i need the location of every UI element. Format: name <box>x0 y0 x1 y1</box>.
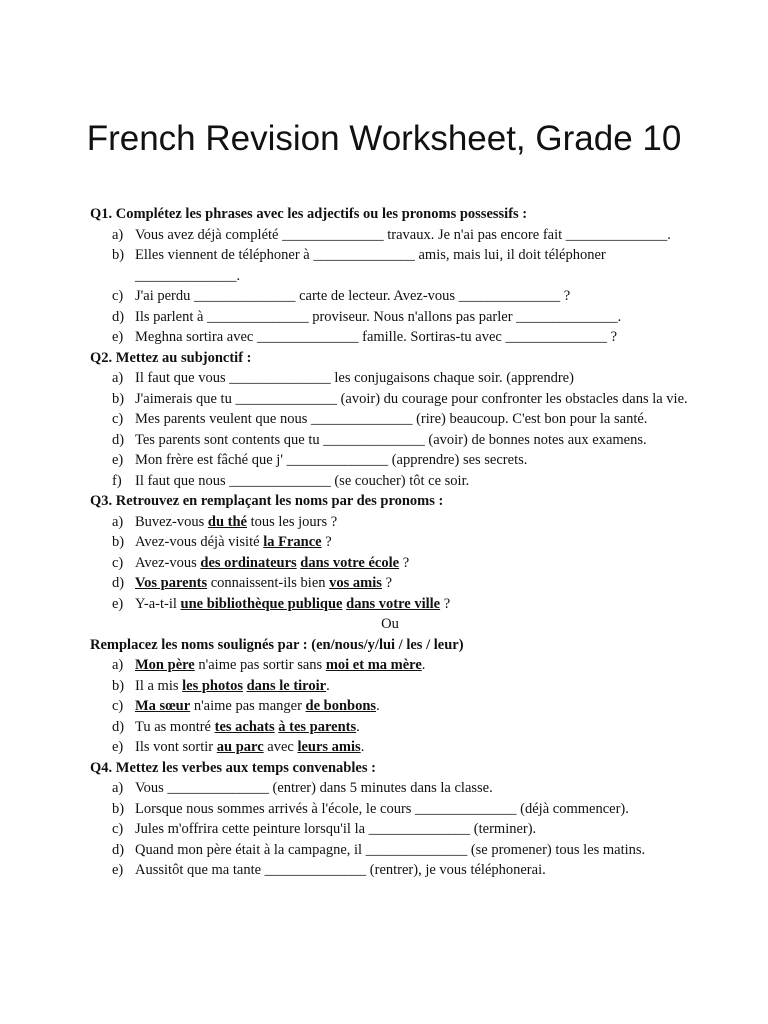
underlined-noun: des ordinateurs <box>200 554 297 571</box>
item-marker: d) <box>112 841 125 858</box>
section-heading: Remplacez les noms soulignés par : (en/nous/y/lui / les / leur) <box>90 636 464 653</box>
or-separator: Ou <box>381 616 399 632</box>
item-marker: d) <box>112 575 125 591</box>
underlined-noun: au parc <box>216 739 264 755</box>
item-marker: c) <box>112 821 124 837</box>
question-item <box>90 307 690 328</box>
question-list <box>90 225 690 348</box>
question-text: Lorsque nous sommes arrivés à l'école, le cours ______________ (déjà commencer). <box>135 800 629 817</box>
question-item <box>90 860 690 881</box>
question-item <box>90 512 690 533</box>
question-text: ? <box>399 554 410 571</box>
item-marker: f) <box>112 472 122 489</box>
item-marker: a) <box>112 226 124 243</box>
question-item <box>90 594 690 615</box>
question-text: Il faut que vous ______________ les conjugaisons chaque soir. (apprendre) <box>135 370 574 386</box>
question-text: Elles viennent de téléphoner à ______________ amis, mais lui, il doit téléphoner ______________. <box>135 247 606 284</box>
item-marker: e) <box>112 452 124 468</box>
item-marker: c) <box>112 698 124 714</box>
question-text: n'aime pas sortir sans <box>194 657 326 673</box>
underlined-noun: leurs amis <box>297 739 361 755</box>
underlined-noun: dans votre école <box>300 554 400 571</box>
question-text: . <box>360 739 365 755</box>
question-item <box>90 471 690 492</box>
item-marker: b) <box>112 247 125 263</box>
item-marker: b) <box>112 800 125 817</box>
question-text: Meghna sortira avec ______________ famille. Sortiras-tu avec ______________ ? <box>135 329 618 345</box>
item-marker: e) <box>112 329 124 345</box>
question-item <box>90 840 690 861</box>
item-marker: b) <box>112 390 125 407</box>
question-item <box>90 389 690 410</box>
question-text: tous les jours ? <box>246 513 338 530</box>
question-text: Jules m'offrira cette peinture lorsqu'il la ______________ (terminer). <box>135 821 537 837</box>
question-text: Y-a-t-il <box>135 595 181 612</box>
question-text: Buvez-vous <box>135 513 208 530</box>
question-item <box>90 286 690 307</box>
question-text: Mon frère est fâché que j' ______________ (apprendre) ses secrets. <box>135 452 528 468</box>
question-text: Avez-vous <box>135 554 201 571</box>
question-text: n'aime pas manger <box>190 698 306 714</box>
question-text: Ils vont sortir <box>135 739 217 755</box>
question-list <box>90 368 690 491</box>
question-item <box>90 573 690 594</box>
item-marker: e) <box>112 595 124 612</box>
question-item <box>90 430 690 451</box>
page-title: French Revision Worksheet, Grade 10 <box>86 119 682 159</box>
question-text: Quand mon père était à la campagne, il ______________ (se promener) tous les matins. <box>135 841 646 858</box>
question-item <box>90 327 690 348</box>
question-item <box>90 717 690 738</box>
section-heading: Q2. Mettez au subjonctif : <box>90 349 252 366</box>
underlined-noun: de bonbons <box>305 698 377 714</box>
underlined-noun: vos amis <box>329 575 382 591</box>
question-item <box>90 245 690 286</box>
item-marker: c) <box>112 288 124 304</box>
underlined-noun: moi et ma mère <box>325 657 422 673</box>
question-item <box>90 676 690 697</box>
question-text: . <box>326 677 330 694</box>
question-text: Tu as montré <box>135 718 215 735</box>
item-marker: c) <box>112 554 124 571</box>
underlined-noun: dans votre ville <box>346 595 441 612</box>
underlined-noun: Vos parents <box>135 575 208 591</box>
question-item <box>90 450 690 471</box>
item-marker: a) <box>112 780 124 796</box>
question-text: ? <box>381 575 392 591</box>
question-text: ? <box>440 595 451 612</box>
item-marker: a) <box>112 657 124 673</box>
question-text: Vous avez déjà complété ______________ travaux. Je n'ai pas encore fait ______________. <box>135 226 671 243</box>
question-text: Il a mis <box>135 677 183 694</box>
question-text: connaissent-ils bien <box>207 575 330 591</box>
question-item <box>90 553 690 574</box>
question-list <box>90 778 690 881</box>
question-text: Ils parlent à ______________ proviseur. Nous n'allons pas parler ______________. <box>135 308 622 325</box>
section-heading: Q3. Retrouvez en remplaçant les noms par des pronoms : <box>90 493 444 509</box>
underlined-noun: Ma sœur <box>135 698 191 714</box>
question-text: Tes parents sont contents que tu ______________ (avoir) de bonnes notes aux examens. <box>135 431 647 448</box>
question-text: . <box>421 657 426 673</box>
underlined-noun: tes achats <box>214 718 275 735</box>
question-item <box>90 778 690 799</box>
section-heading: Q4. Mettez les verbes aux temps convenables : <box>90 759 376 776</box>
underlined-noun: une bibliothèque publique <box>180 595 343 612</box>
underlined-noun: du thé <box>207 513 247 530</box>
question-text: avec <box>263 739 298 755</box>
worksheet-content <box>90 204 690 881</box>
item-marker: d) <box>112 718 125 735</box>
question-list <box>90 512 690 615</box>
underlined-noun: les photos <box>182 677 243 694</box>
question-list <box>90 655 690 758</box>
question-text: Il faut que nous ______________ (se coucher) tôt ce soir. <box>135 472 470 489</box>
question-item <box>90 225 690 246</box>
question-text: . <box>376 698 380 714</box>
question-item <box>90 368 690 389</box>
item-marker: e) <box>112 862 124 878</box>
item-marker: e) <box>112 739 124 755</box>
question-item <box>90 696 690 717</box>
item-marker: d) <box>112 431 125 448</box>
question-text: ? <box>321 534 332 550</box>
underlined-noun: à tes parents <box>278 718 357 735</box>
question-item <box>90 799 690 820</box>
underlined-noun: Mon père <box>135 657 195 673</box>
underlined-noun: la France <box>263 534 322 550</box>
question-item <box>90 409 690 430</box>
question-text: J'aimerais que tu ______________ (avoir) du courage pour confronter les obstacles dans la vie. <box>135 390 688 407</box>
item-marker: b) <box>112 534 125 550</box>
underlined-noun: dans le tiroir <box>246 677 327 694</box>
item-marker: a) <box>112 370 124 386</box>
question-text: Aussitôt que ma tante ______________ (rentrer), je vous téléphonerai. <box>135 862 546 878</box>
question-text: . <box>356 718 360 735</box>
item-marker: a) <box>112 513 124 530</box>
question-text: Mes parents veulent que nous ______________ (rire) beaucoup. C'est bon pour la santé. <box>135 411 648 427</box>
question-text: Avez-vous déjà visité <box>135 534 264 550</box>
question-item <box>90 737 690 758</box>
item-marker: d) <box>112 308 125 325</box>
section-heading: Q1. Complétez les phrases avec les adjectifs ou les pronoms possessifs : <box>90 206 528 222</box>
question-item <box>90 819 690 840</box>
item-marker: c) <box>112 411 124 427</box>
question-text: J'ai perdu ______________ carte de lecteur. Avez-vous ______________ ? <box>135 288 571 304</box>
item-marker: b) <box>112 677 125 694</box>
question-text: Vous ______________ (entrer) dans 5 minutes dans la classe. <box>135 780 493 796</box>
question-item <box>90 655 690 676</box>
question-item <box>90 532 690 553</box>
